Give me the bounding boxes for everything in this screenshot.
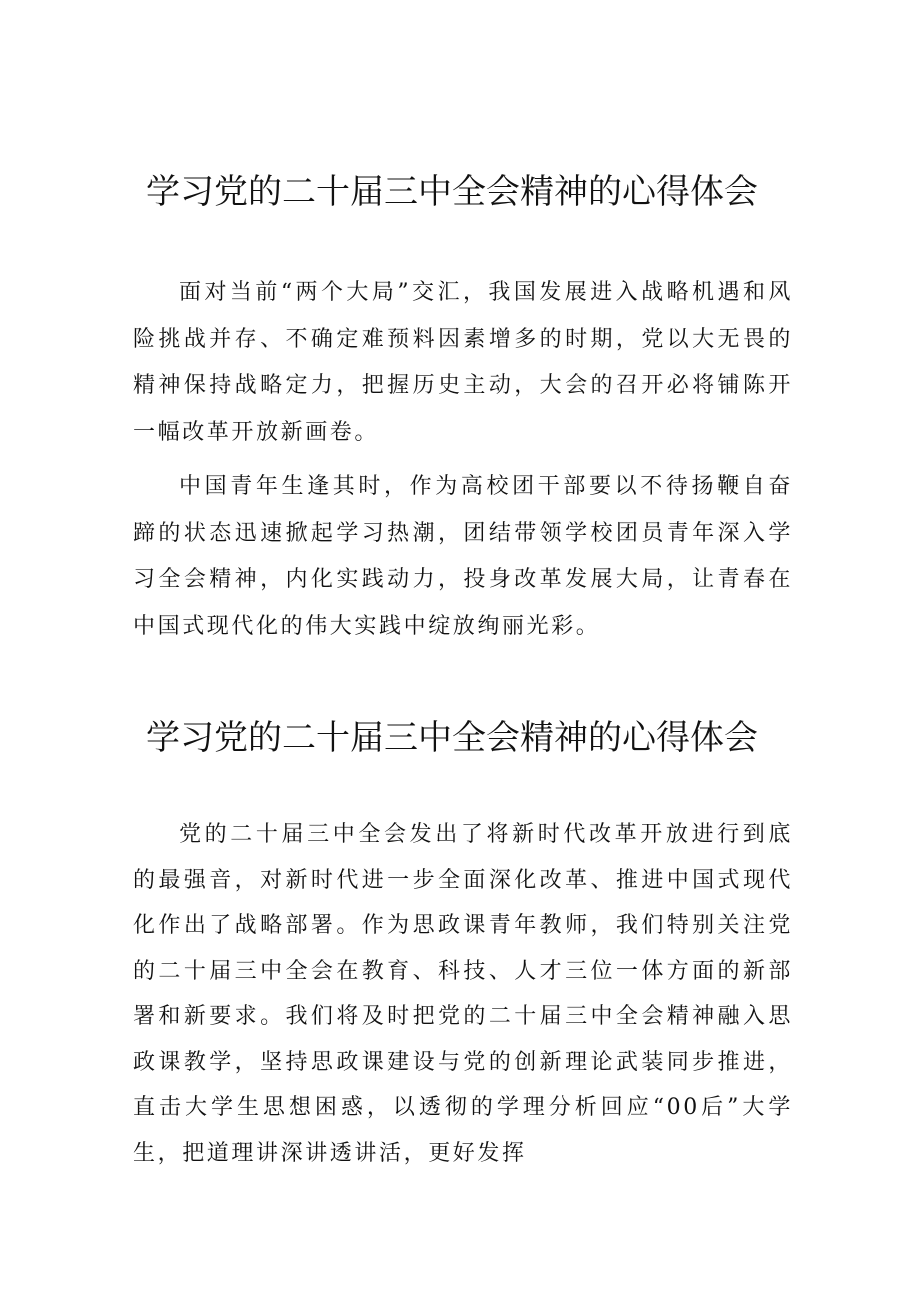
paragraph: 中国青年生逢其时，作为高校团干部要以不待扬鞭自奋蹄的状态迅速掀起学习热潮，团结带领学校团员青年深入学习全会精神，内化实践动力，投身改革发展大局，让青春在中国式现代化的伟大实践中绽放绚丽光彩。	[133, 474, 793, 639]
paragraph: 党的二十届三中全会发出了将新时代改革开放进行到底的最强音，对新时代进一步全面深化改革、推进中国式现代化作出了战略部署。作为思政课青年教师，我们特别关注党的二十届三中全会在教育、科技、人才三位一体方面的新部署和新要求。我们将及时把党的二十届三中全会精神融入思政课教学，坚持思政课建设与党的创新理论武装同步推进，直击大学生思想困惑，以透彻的学理分析回应“00后”大学生，把道理讲深讲透讲活，更好发挥	[133, 822, 793, 1166]
section-body	[133, 270, 793, 650]
section-title: 学习党的二十届三中全会精神的心得体会	[146, 718, 758, 758]
paragraph: 面对当前“两个大局”交汇，我国发展进入战略机遇和风险挑战并存、不确定难预料因素增多的时期，党以大无畏的精神保持战略定力，把握历史主动，大会的召开必将铺陈开一幅改革开放新画卷。	[133, 280, 793, 445]
section-body	[133, 812, 793, 1176]
section-title: 学习党的二十届三中全会精神的心得体会	[146, 172, 758, 212]
